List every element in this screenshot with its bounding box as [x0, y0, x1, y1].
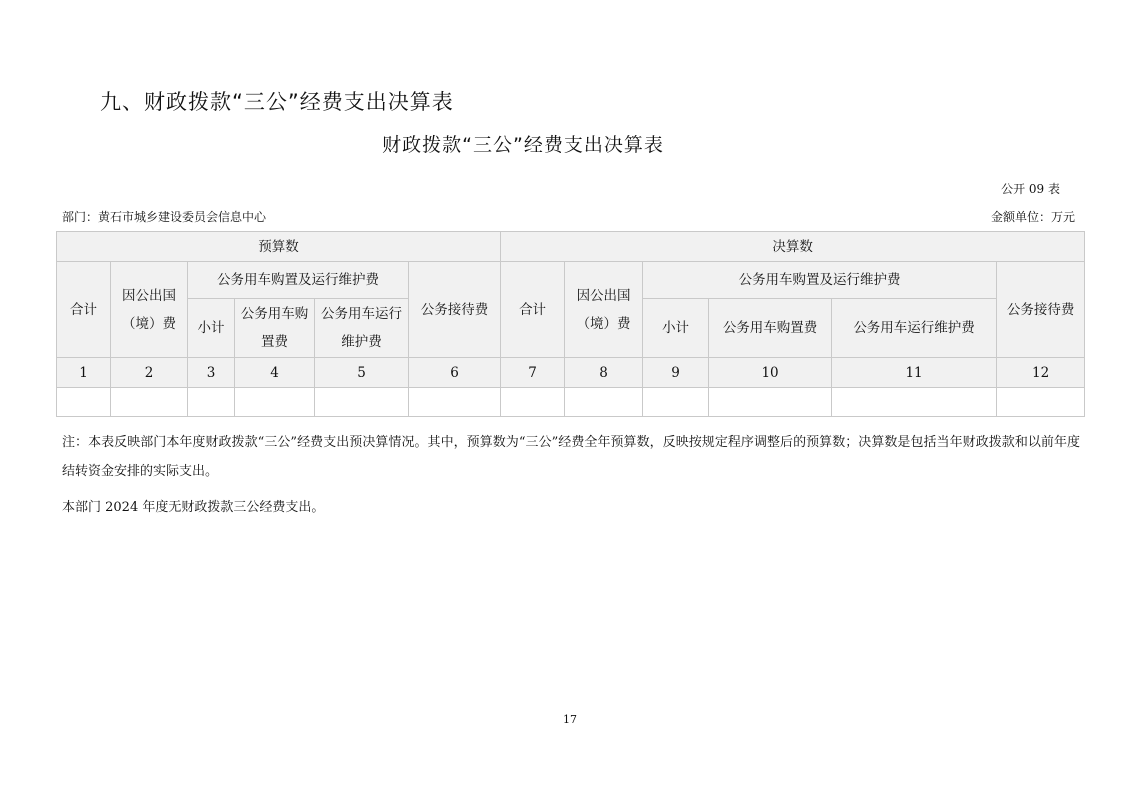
three-public-expenses-table	[56, 231, 1085, 417]
amount-unit-label: 金额单位：万元	[990, 210, 1075, 224]
page-number: 17	[563, 713, 577, 726]
column-number: 10	[709, 358, 832, 388]
table-cell	[832, 388, 997, 417]
table-header-group-row	[57, 232, 1085, 262]
no-expense-statement: 本部门 2024 年度无财政拨款三公经费支出。	[62, 500, 325, 515]
table-cell	[111, 388, 188, 417]
header-budget-vehicle-operation: 公务用车运行维护费	[315, 299, 409, 358]
column-number: 1	[57, 358, 111, 388]
header-budget-reception: 公务接待费	[409, 262, 501, 358]
column-number-row	[57, 358, 1085, 388]
header-budget-group: 预算数	[57, 232, 501, 262]
header-budget-vehicle-purchase: 公务用车购置费	[235, 299, 315, 358]
department-label: 部门：黄石市城乡建设委员会信息中心	[62, 210, 267, 224]
header-budget-subtotal: 小计	[188, 299, 235, 358]
header-final-vehicle-operation: 公务用车运行维护费	[832, 299, 997, 358]
column-number: 4	[235, 358, 315, 388]
table-cell	[643, 388, 709, 417]
form-code: 公开 09 表	[1001, 182, 1060, 196]
column-number: 5	[315, 358, 409, 388]
column-number: 3	[188, 358, 235, 388]
table-cell	[709, 388, 832, 417]
header-budget-total: 合计	[57, 262, 111, 358]
column-number: 9	[643, 358, 709, 388]
header-final-abroad: 因公出国（境）费	[565, 262, 643, 358]
column-number: 6	[409, 358, 501, 388]
column-number: 8	[565, 358, 643, 388]
table-cell	[57, 388, 111, 417]
table-cell	[565, 388, 643, 417]
header-final-reception: 公务接待费	[997, 262, 1085, 358]
column-number: 11	[832, 358, 997, 388]
header-final-vehicle-purchase: 公务用车购置费	[709, 299, 832, 358]
column-number: 7	[501, 358, 565, 388]
table-data-row	[57, 388, 1085, 417]
table-title: 财政拨款“三公”经费支出决算表	[382, 134, 664, 156]
section-title: 九、财政拨款“三公”经费支出决算表	[100, 90, 454, 114]
column-number: 2	[111, 358, 188, 388]
table-header-row	[57, 262, 1085, 299]
table-cell	[235, 388, 315, 417]
header-final-vehicle-group: 公务用车购置及运行维护费	[643, 262, 997, 299]
table-note: 注：本表反映部门本年度财政拨款“三公”经费支出预决算情况。其中，预算数为“三公”经费全年预算数，反映按规定程序调整后的预算数；决算数是包括当年财政拨款和以前年度结转资金安排的实际支出。	[62, 435, 1080, 479]
table-cell	[501, 388, 565, 417]
table-cell	[997, 388, 1085, 417]
header-final-group: 决算数	[501, 232, 1085, 262]
header-final-subtotal: 小计	[643, 299, 709, 358]
header-budget-abroad: 因公出国（境）费	[111, 262, 188, 358]
column-number: 12	[997, 358, 1085, 388]
header-budget-vehicle-group: 公务用车购置及运行维护费	[188, 262, 409, 299]
header-final-total: 合计	[501, 262, 565, 358]
table-cell	[409, 388, 501, 417]
table-cell	[188, 388, 235, 417]
table-cell	[315, 388, 409, 417]
